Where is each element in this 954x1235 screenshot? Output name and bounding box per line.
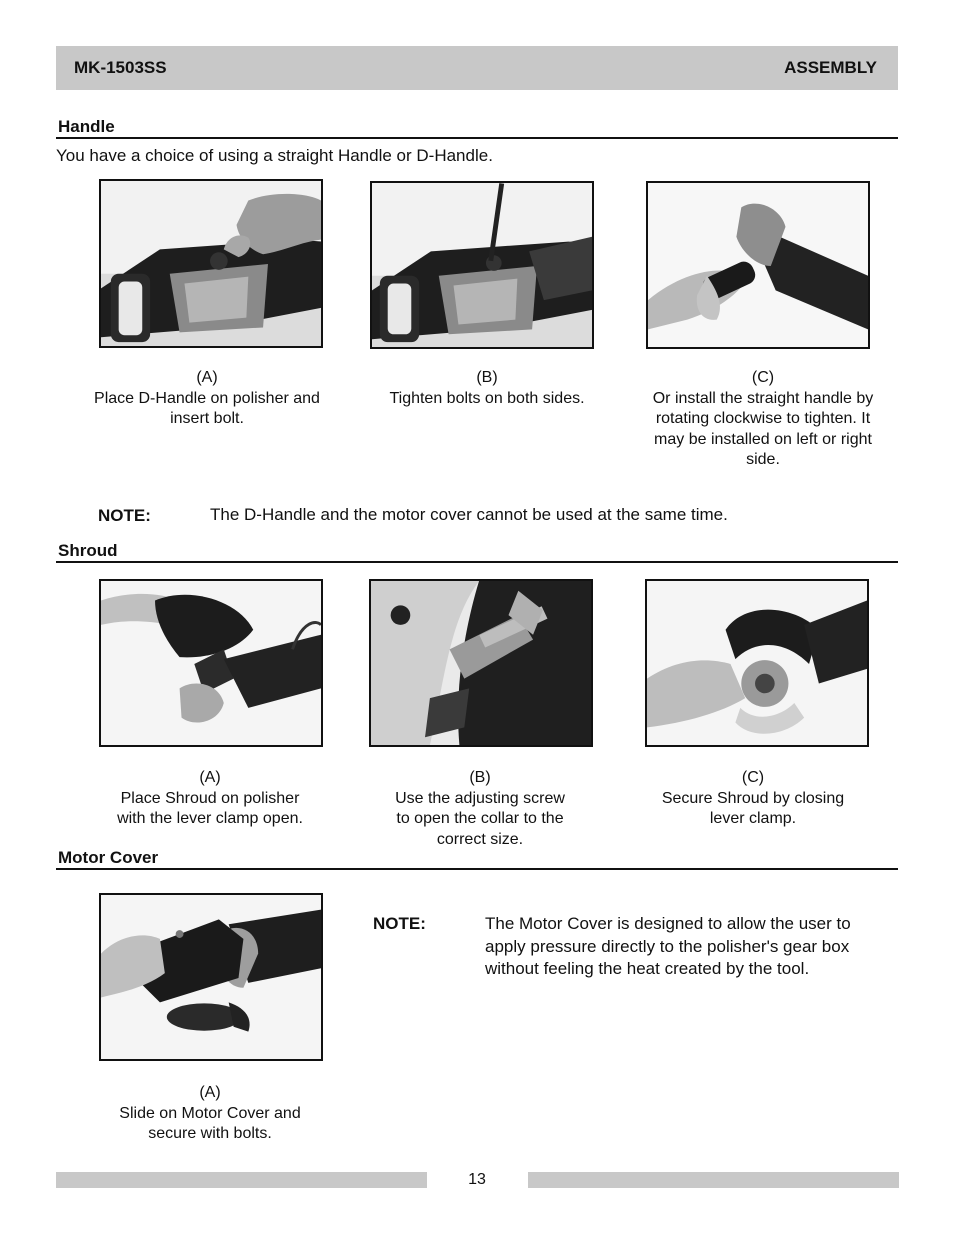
caption-shroud-a: (A) Place Shroud on polisher with the lever clamp open. xyxy=(117,769,303,827)
photo-motor-cover-a xyxy=(99,893,323,1061)
photo-handle-c xyxy=(646,181,870,349)
footer-bar-left xyxy=(56,1172,427,1188)
header-bar xyxy=(56,46,898,90)
handle-intro: You have a choice of using a straight Handle or D-Handle. xyxy=(56,146,493,165)
note-label-handle: NOTE: xyxy=(98,506,151,525)
caption-motor-cover-a: (A) Slide on Motor Cover and secure with bolts. xyxy=(119,1084,301,1142)
section-title-shroud: Shroud xyxy=(56,541,898,563)
note-label-motor-cover: NOTE: xyxy=(373,914,426,933)
photo-shroud-c xyxy=(645,579,869,747)
section-title-motor-cover: Motor Cover xyxy=(56,848,898,870)
page-number: 13 xyxy=(468,1171,486,1188)
model-number: MK-1503SS xyxy=(74,58,167,77)
note-text-motor-cover: The Motor Cover is designed to allow the user to apply pressure directly to the polisher's gear box without feeling the heat created by the tool. xyxy=(485,914,851,978)
photo-shroud-b xyxy=(369,579,593,747)
caption-shroud-c: (C) Secure Shroud by closing lever clamp. xyxy=(661,769,845,827)
section-name: ASSEMBLY xyxy=(784,58,877,77)
caption-handle-c: (C) Or install the straight handle by rotating clockwise to tighten. It may be installed on left or right side. xyxy=(652,369,874,468)
note-text-handle: The D-Handle and the motor cover cannot be used at the same time. xyxy=(210,505,728,524)
photo-handle-a xyxy=(99,179,323,348)
caption-shroud-b: (B) Use the adjusting screw to open the collar to the correct size. xyxy=(395,769,565,848)
caption-handle-a: (A) Place D-Handle on polisher and insert bolt. xyxy=(94,369,320,427)
photo-shroud-a xyxy=(99,579,323,747)
caption-handle-b: (B) Tighten bolts on both sides. xyxy=(389,369,585,407)
section-title-handle: Handle xyxy=(56,117,898,139)
photo-handle-b xyxy=(370,181,594,349)
footer-bar-right xyxy=(528,1172,899,1188)
